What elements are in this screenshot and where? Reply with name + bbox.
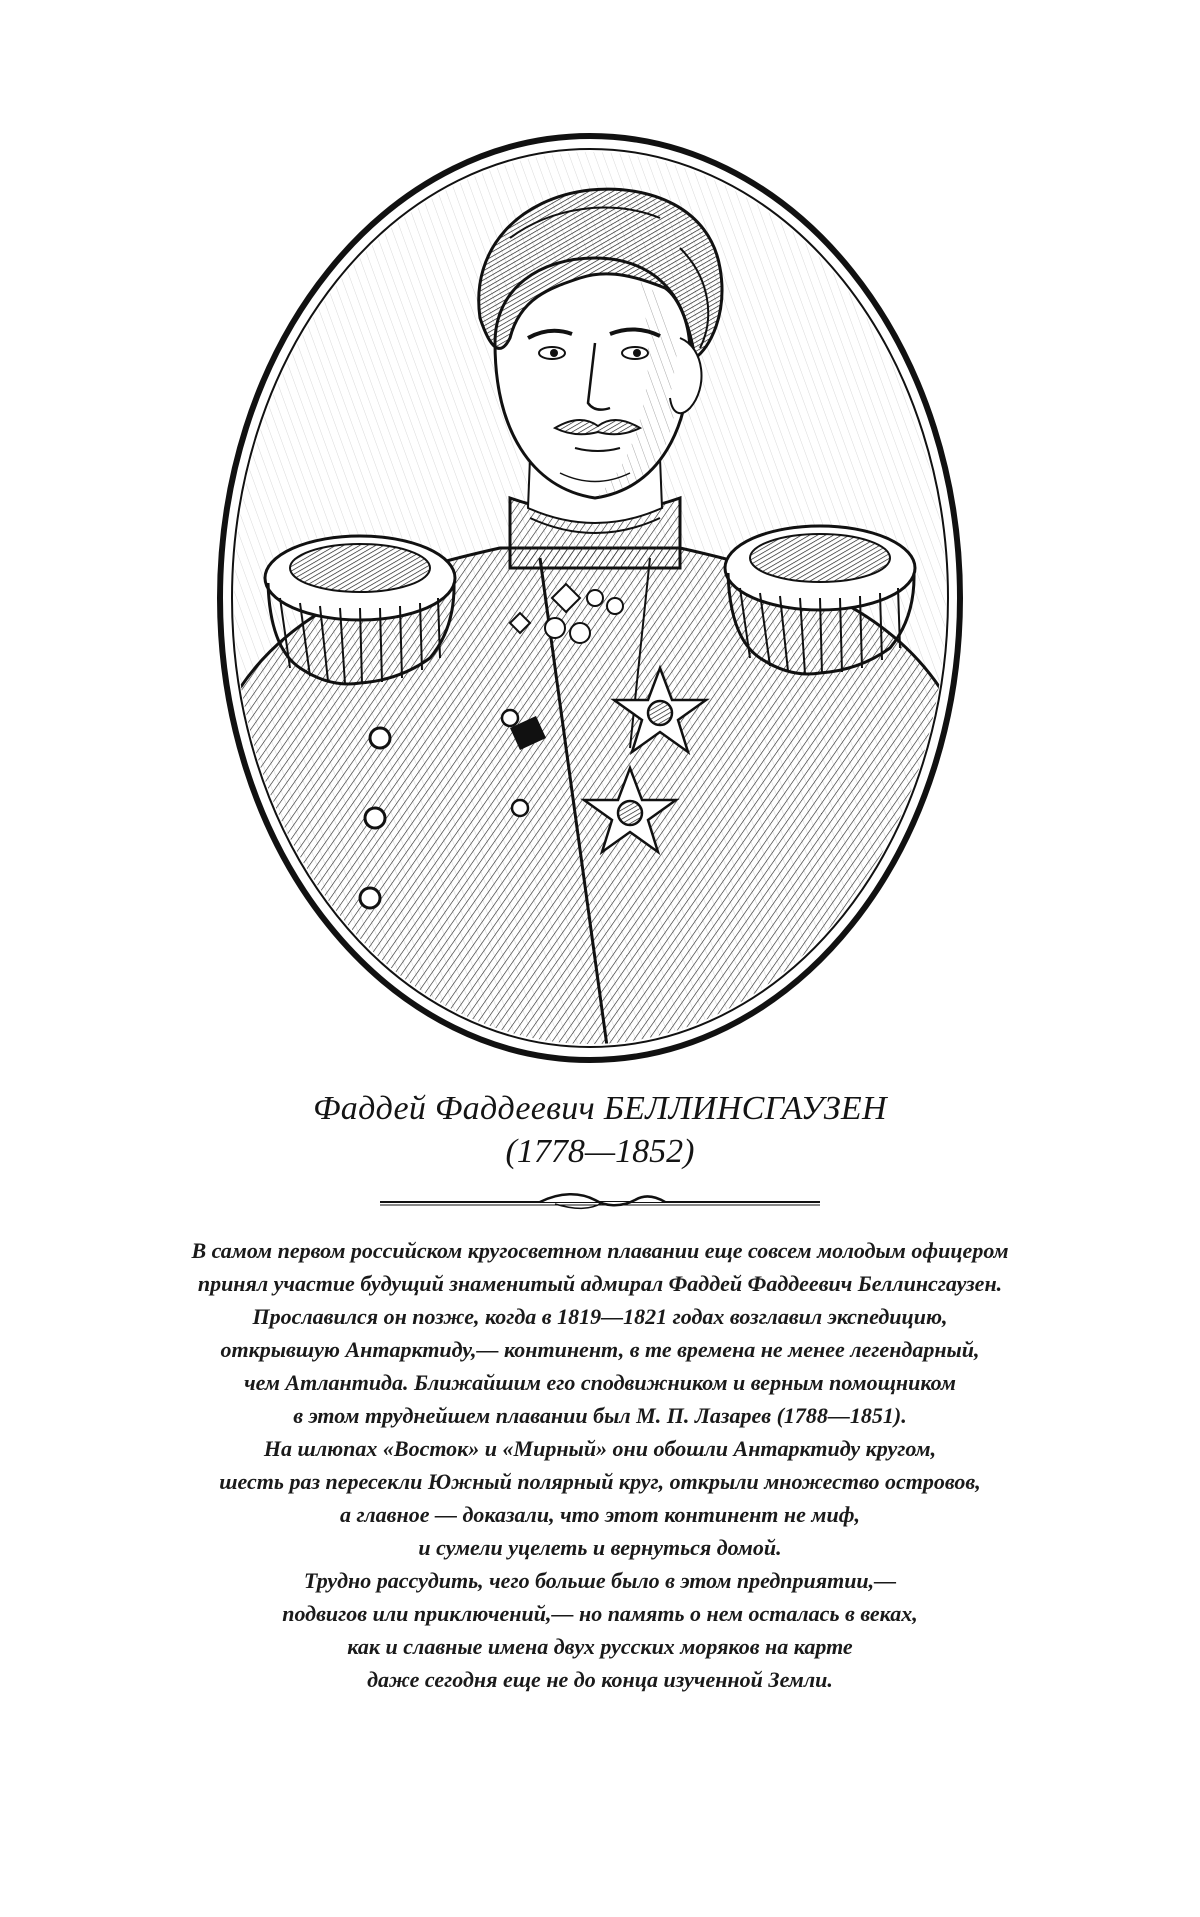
caption-name: Фаддей Фаддеевич БЕЛЛИНСГАУЗЕН bbox=[313, 1090, 887, 1127]
engraved-portrait-icon bbox=[210, 128, 970, 1068]
body-text bbox=[100, 1234, 1100, 1696]
body-line: В самом первом российском кругосветном плавании еще совсем молодым офицером bbox=[191, 1238, 1009, 1263]
body-line: чем Атлантида. Ближайшим его сподвижником и верным помощником bbox=[244, 1370, 956, 1395]
body-line: даже сегодня еще не до конца изученной Земли. bbox=[367, 1667, 833, 1692]
portrait-frame bbox=[210, 128, 970, 1068]
body-line: подвигов или приключений,— но память о нем осталась в веках, bbox=[282, 1601, 918, 1626]
body-line: Прославился он позже, когда в 1819—1821 годах возглавил экспедицию, bbox=[252, 1304, 948, 1329]
body-line: На шлюпах «Восток» и «Мирный» они обошли Антарктиду кругом, bbox=[263, 1436, 937, 1461]
body-line: и сумели уцелеть и вернуться домой. bbox=[418, 1535, 782, 1560]
body-line: шесть раз пересекли Южный полярный круг, открыли множество островов, bbox=[219, 1469, 981, 1494]
body-line: как и славные имена двух русских моряков на карте bbox=[347, 1634, 853, 1659]
body-line: Трудно рассудить, чего больше было в этом предприятии,— bbox=[303, 1568, 897, 1593]
body-line: в этом труднейшем плавании был М. П. Лазарев (1788—1851). bbox=[293, 1403, 907, 1428]
caption-dates: (1778—1852) bbox=[505, 1133, 695, 1170]
flourish-icon bbox=[380, 1190, 820, 1212]
caption bbox=[0, 1088, 1200, 1174]
body-line: открывшую Антарктиду,— континент, в те времена не менее легендарный, bbox=[220, 1337, 980, 1362]
ornament-divider bbox=[380, 1190, 820, 1212]
body-line: принял участие будущий знаменитый адмирал Фаддей Фаддеевич Беллинсгаузен. bbox=[197, 1271, 1003, 1296]
body-line: а главное — доказали, что этот континент не миф, bbox=[340, 1502, 860, 1527]
